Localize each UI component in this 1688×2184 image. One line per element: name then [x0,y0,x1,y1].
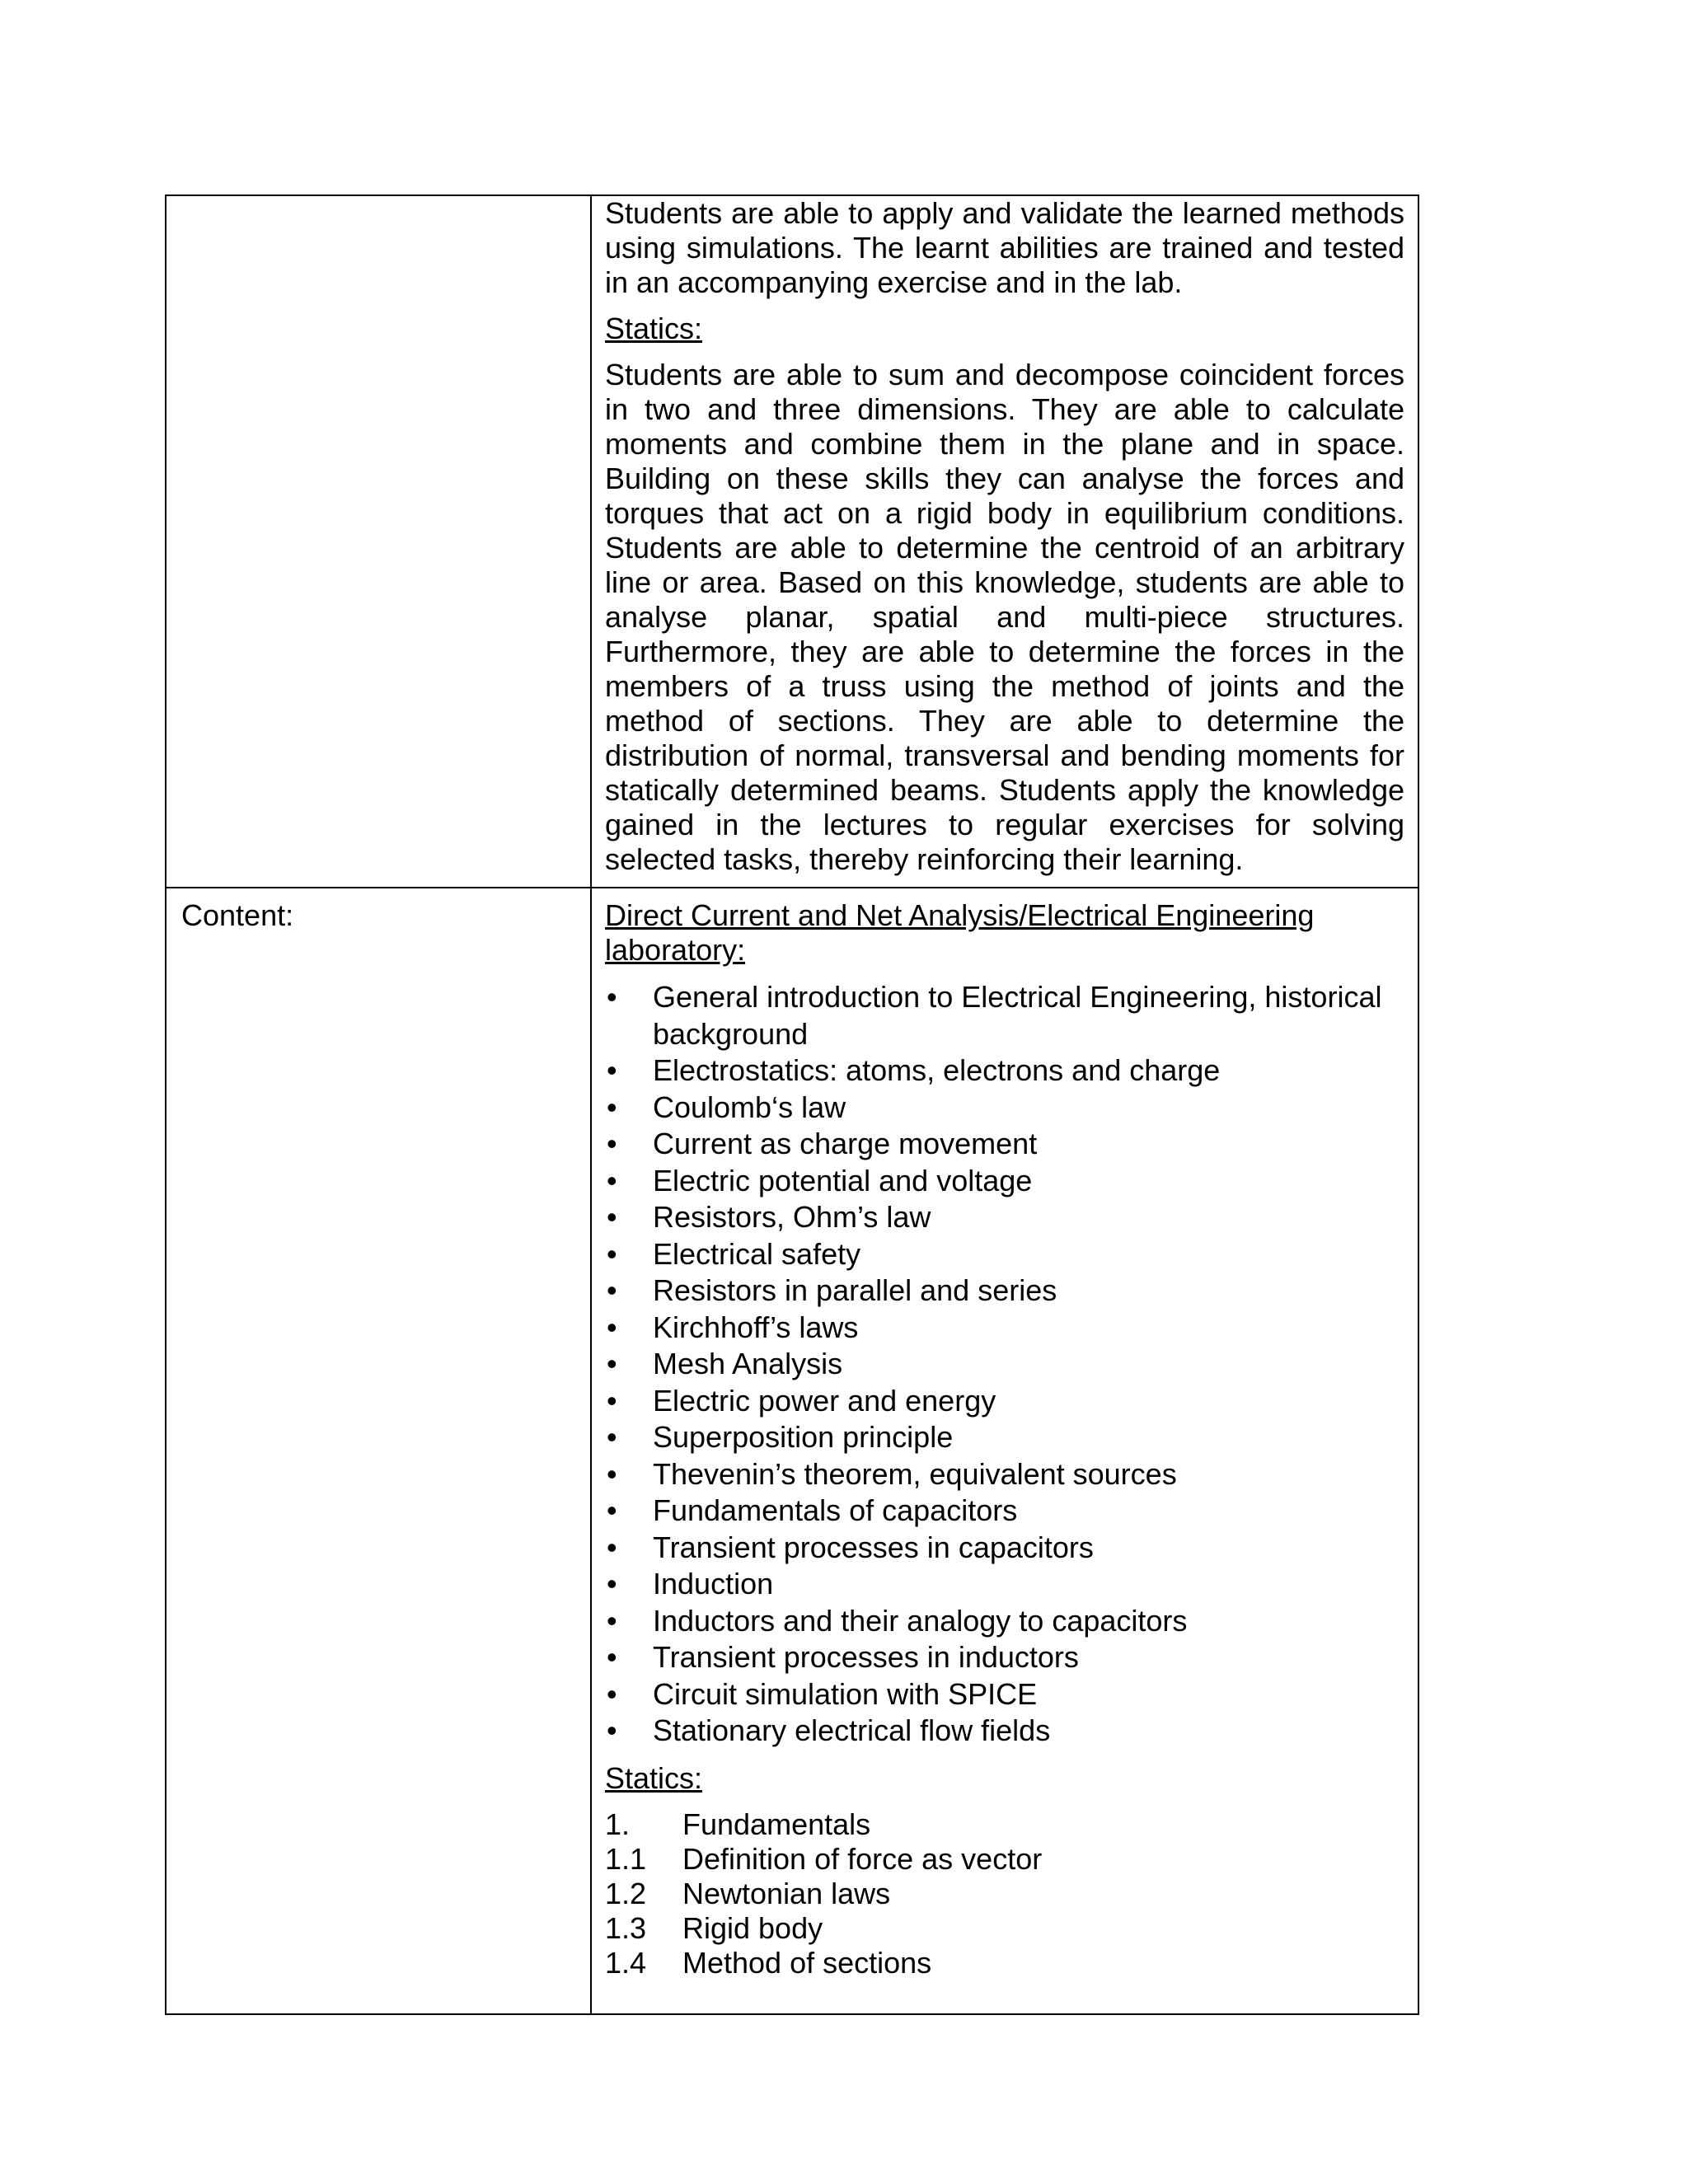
bullet-icon: • [607,1640,617,1674]
statics-paragraph: Students are able to sum and decompose coincident forces in two and three dimensions. They are able to calculate moments and combine them in the plane and in space. Building on these skills they can analyse the forces and torques that act on a rigid body in equilibrium conditions. Students are able to determine the centroid of an arbitrary line or area. Based on this knowledge, students are able to analyse planar, spatial and multi-piece structures. Furthermore, they are able to determine the forces in the members of a truss using the method of joints and the method of sections. They are able to determine the distribution of normal, transversal and bending moments for statically determined beams. Students apply the knowledge gained in the lectures to regular exercises for solving selected tasks, thereby reinforcing their learning. [605,358,1404,876]
bullet-icon: • [607,1090,617,1124]
list-item-text: Electrostatics: atoms, electrons and charge [653,1053,1221,1087]
list-item-number: 1.2 [605,1876,647,1910]
row-label [166,196,590,206]
list-item-text: Inductors and their analogy to capacitors [653,1603,1188,1638]
table-row-learning-outcomes [166,195,1418,888]
list-item-text: Thevenin’s theorem, equivalent sources [653,1456,1177,1491]
list-item-text: Transient processes in inductors [653,1640,1079,1674]
list-item [605,1911,1404,1946]
list-item-text: Electric potential and voltage [653,1163,1033,1197]
bullet-icon: • [607,1200,617,1234]
intro-paragraph: Students are able to apply and validate the learned methods using simulations. The learnt abilities are trained and tested in an accompanying exercise and in the lab. [605,196,1404,299]
list-item [605,1493,1404,1530]
list-item [605,1346,1404,1383]
row-label-cell [166,888,591,2014]
list-item-text: Resistors, Ohm’s law [653,1200,931,1234]
list-item-text: Electrical safety [653,1236,861,1271]
bullet-icon: • [607,1456,617,1491]
bullet-icon: • [607,1273,617,1307]
table-row-content [166,888,1418,2014]
statics-content-heading: Statics: [605,1760,703,1795]
statics-heading: Statics: [605,312,703,345]
bullet-icon: • [607,980,617,1014]
list-item-text: Electric power and energy [653,1383,996,1418]
list-item [605,1807,1404,1842]
list-item-text: Mesh Analysis [653,1347,843,1380]
row-content-cell [591,195,1418,888]
list-item [605,1566,1404,1603]
bullet-icon: • [607,1567,617,1601]
list-item-text: Newtonian laws [682,1876,891,1910]
list-item [605,1842,1404,1877]
list-item-text: Coulomb‘s law [653,1090,846,1124]
list-item [605,1676,1404,1713]
list-item [605,1236,1404,1273]
list-item [605,1272,1404,1310]
bullet-icon: • [607,1347,617,1380]
bullet-icon: • [607,1603,617,1638]
bullet-icon: • [607,1236,617,1271]
module-description-table [165,194,1419,2015]
list-item [605,1946,1404,1980]
topic-bullet-list [605,979,1404,1750]
bullet-icon: • [607,1053,617,1087]
list-item [605,1603,1404,1640]
list-item [605,1052,1404,1090]
list-item-number: 1. [605,1807,631,1841]
bullet-icon: • [607,1163,617,1197]
list-item-number: 1.3 [605,1910,647,1945]
bullet-icon: • [607,1310,617,1344]
statics-numbered-list [605,1807,1404,1980]
list-item-text: Method of sections [682,1945,932,1980]
bullet-icon: • [607,1383,617,1418]
list-item-text: Definition of force as vector [682,1841,1043,1876]
list-item [605,1419,1404,1456]
list-item [605,1126,1404,1163]
list-item [605,1530,1404,1567]
list-item-text: Stationary electrical flow fields [653,1713,1051,1747]
row-label-cell [166,195,591,888]
list-item-text: Kirchhoff’s laws [653,1310,859,1344]
list-item [605,1383,1404,1420]
list-item-text: Fundamentals [682,1807,871,1841]
list-item-text: Fundamentals of capacitors [653,1493,1018,1527]
list-item-text: Rigid body [682,1910,823,1945]
list-item-number: 1.1 [605,1841,647,1876]
bullet-icon: • [607,1493,617,1527]
list-item-text: Superposition principle [653,1420,954,1454]
bullet-icon: • [607,1530,617,1564]
list-item [605,1713,1404,1750]
list-item-text: Circuit simulation with SPICE [653,1676,1038,1711]
list-item [605,1090,1404,1127]
list-item [605,1199,1404,1236]
list-item-text: Current as charge movement [653,1127,1038,1160]
list-item-text: Transient processes in capacitors [653,1530,1094,1564]
list-item [605,1310,1404,1347]
list-item [605,1639,1404,1676]
content-label: Content: [181,898,294,932]
list-item [605,979,1404,1052]
list-item [605,1456,1404,1493]
list-item [605,1163,1404,1200]
list-item-text: Resistors in parallel and series [653,1273,1057,1307]
bullet-icon: • [607,1127,617,1160]
row-content-cell [591,888,1418,2014]
bullet-icon: • [607,1713,617,1747]
bullet-icon: • [607,1420,617,1454]
bullet-icon: • [607,1676,617,1711]
list-item-text: Induction [653,1567,774,1601]
list-item [605,1877,1404,1911]
list-item-number: 1.4 [605,1945,647,1980]
dc-heading: Direct Current and Net Analysis/Electrical Engineering laboratory: [605,898,1315,967]
list-item-text: General introduction to Electrical Engineering, historical background [653,980,1382,1051]
